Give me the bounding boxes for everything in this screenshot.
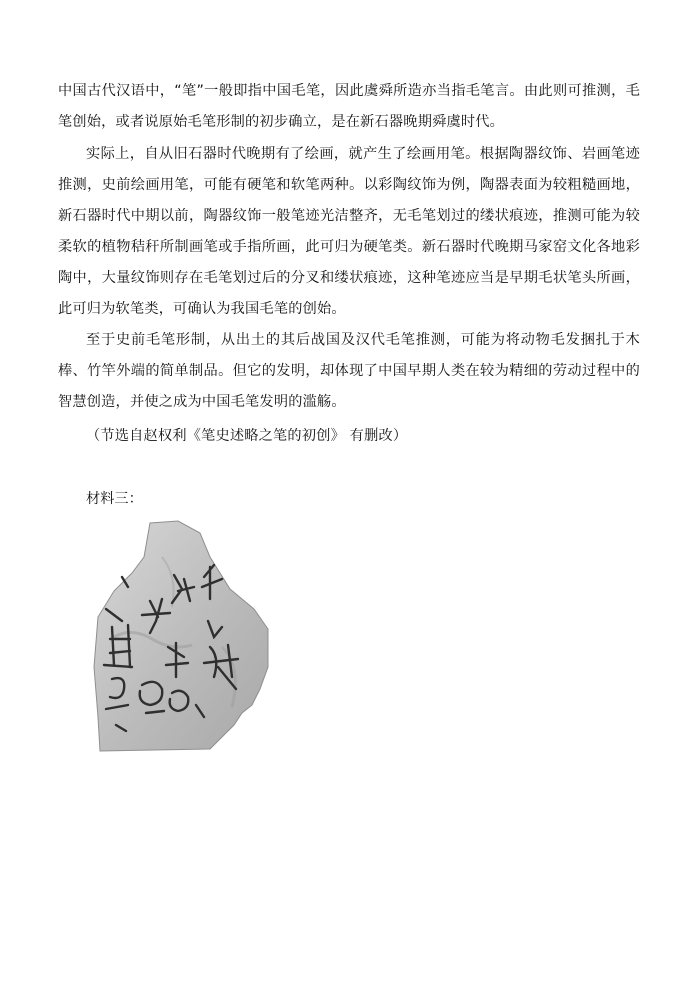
paragraph-3: 至于史前毛笔形制，从出土的其后战国及汉代毛笔推测，可能为将动物毛发捆扎于木棒、竹竿外端的简单制品。但它的发明，却体现了中国早期人类在较为精细的劳动过程中的智慧创造，并使之成为中国毛笔发明的滥觞。	[58, 332, 640, 410]
material-label: 材料三：	[86, 491, 143, 507]
source-citation: （节选自赵权利《笔史述略之笔的初创》 有删改）	[86, 428, 408, 444]
oracle-bone-image	[92, 517, 272, 753]
paragraph-1: 中国古代汉语中，“笔”一般即指中国毛笔，因此虞舜所造亦当指毛笔言。由此则可推测，毛笔创始，或者说原始毛笔形制的初步确立，是在新石器晚期舜虞时代。	[58, 83, 640, 130]
oracle-bone-fragment-icon	[92, 517, 272, 753]
paragraph-2: 实际上，自从旧石器时代晚期有了绘画，就产生了绘画用笔。根据陶器纹饰、岩画笔迹推测，史前绘画用笔，可能有硬笔和软笔两种。以彩陶纹饰为例，陶器表面为较粗糙画地，新石器时代中期以前，陶器纹饰一般笔迹光洁整齐，无毛笔划过的缕状痕迹，推测可能为较柔软的植物秸秆所制画笔或手指所画，此可归为硬笔类。新石器时代晚期马家窑文化各地彩陶中，大量纹饰则存在毛笔划过后的分叉和缕状痕迹，这种笔迹应当是早期毛状笔头所画，此可归为软笔类，可确认为我国毛笔的创始。	[58, 146, 640, 317]
